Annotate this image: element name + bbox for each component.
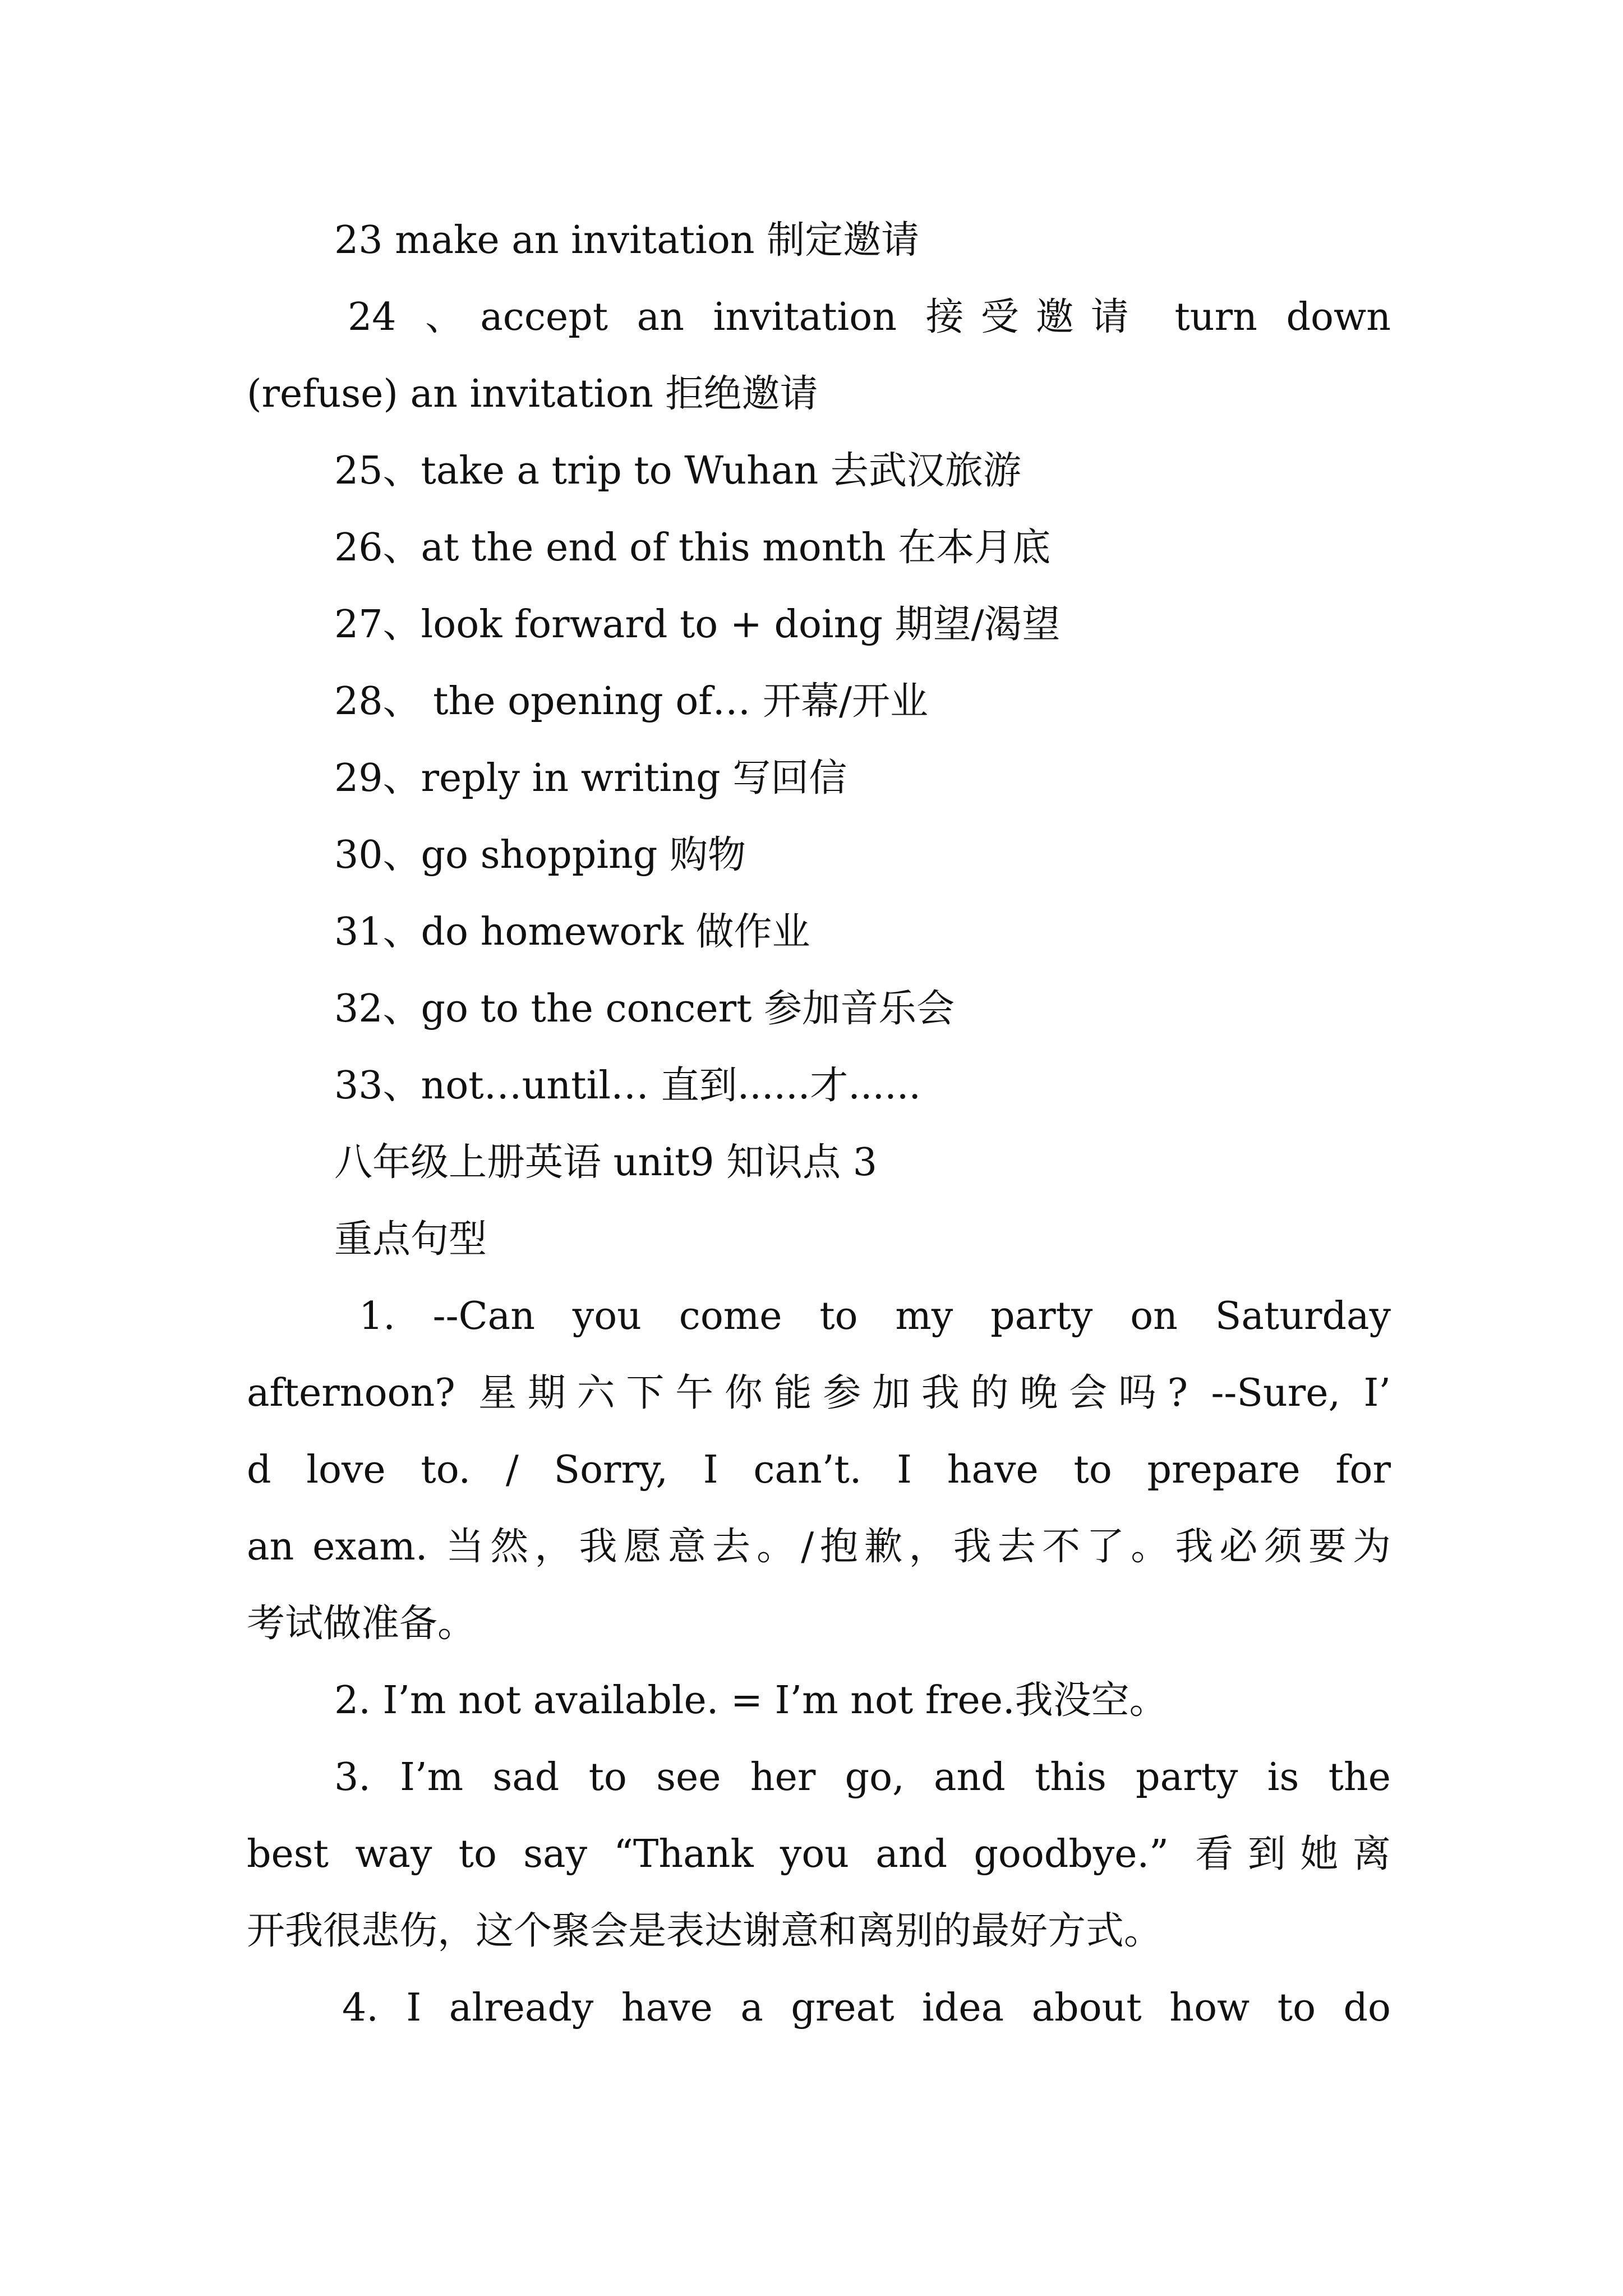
sentence-2: 2. I’m not available. = I’m not free.我没空。 bbox=[334, 1678, 1168, 1723]
vocab-item-27: 27、look forward to + doing 期望/渴望 bbox=[334, 602, 1061, 647]
vocab-item-30: 30、go shopping 购物 bbox=[334, 833, 746, 877]
vocab-item-31: 31、do homework 做作业 bbox=[334, 910, 810, 954]
vocab-item-32: 32、go to the concert 参加音乐会 bbox=[334, 987, 955, 1031]
sentence-3-line-1: 3. I’m sad to see her go, and this party is the bbox=[334, 1755, 1391, 1800]
vocab-item-29: 29、reply in writing 写回信 bbox=[334, 756, 847, 800]
vocab-item-25: 25、take a trip to Wuhan 去武汉旅游 bbox=[334, 449, 1021, 493]
sentence-1-line-3: d love to. / Sorry, I can’t. I have to prepare for bbox=[247, 1448, 1391, 1492]
vocab-item-24: 24 、accept an invitation 接受邀请 turn down bbox=[348, 295, 1391, 339]
vocab-item-26: 26、at the end of this month 在本月底 bbox=[334, 526, 1051, 570]
sentence-1-line-1: 1. --Can you come to my party on Saturday bbox=[359, 1294, 1391, 1338]
sentence-1-line-2: afternoon? 星期六下午你能参加我的晚会吗? --Sure, I’ bbox=[247, 1371, 1391, 1415]
vocab-item-24-continued: (refuse) an invitation 拒绝邀请 bbox=[247, 372, 818, 416]
sentence-3-line-2: best way to say “Thank you and goodbye.” 看到她离 bbox=[247, 1832, 1391, 1876]
sentence-1-line-5: 考试做准备。 bbox=[247, 1602, 476, 1646]
vocab-item-23: 23 make an invitation 制定邀请 bbox=[334, 218, 920, 263]
vocab-item-28: 28、 the opening of… 开幕/开业 bbox=[334, 679, 928, 724]
subheading: 重点句型 bbox=[334, 1217, 487, 1262]
sentence-3-line-3: 开我很悲伤，这个聚会是表达谢意和离别的最好方式。 bbox=[247, 1909, 1163, 1953]
sentence-1-line-4: an exam. 当然，我愿意去。/抱歉，我去不了。我必须要为 bbox=[247, 1525, 1391, 1569]
section-heading: 八年级上册英语 unit9 知识点 3 bbox=[334, 1140, 878, 1185]
sentence-4-line-1: 4. I already have a great idea about how to do bbox=[342, 1986, 1391, 2030]
document-page bbox=[247, 202, 1391, 2046]
vocab-item-33: 33、not…until… 直到......才...... bbox=[334, 1064, 921, 1108]
